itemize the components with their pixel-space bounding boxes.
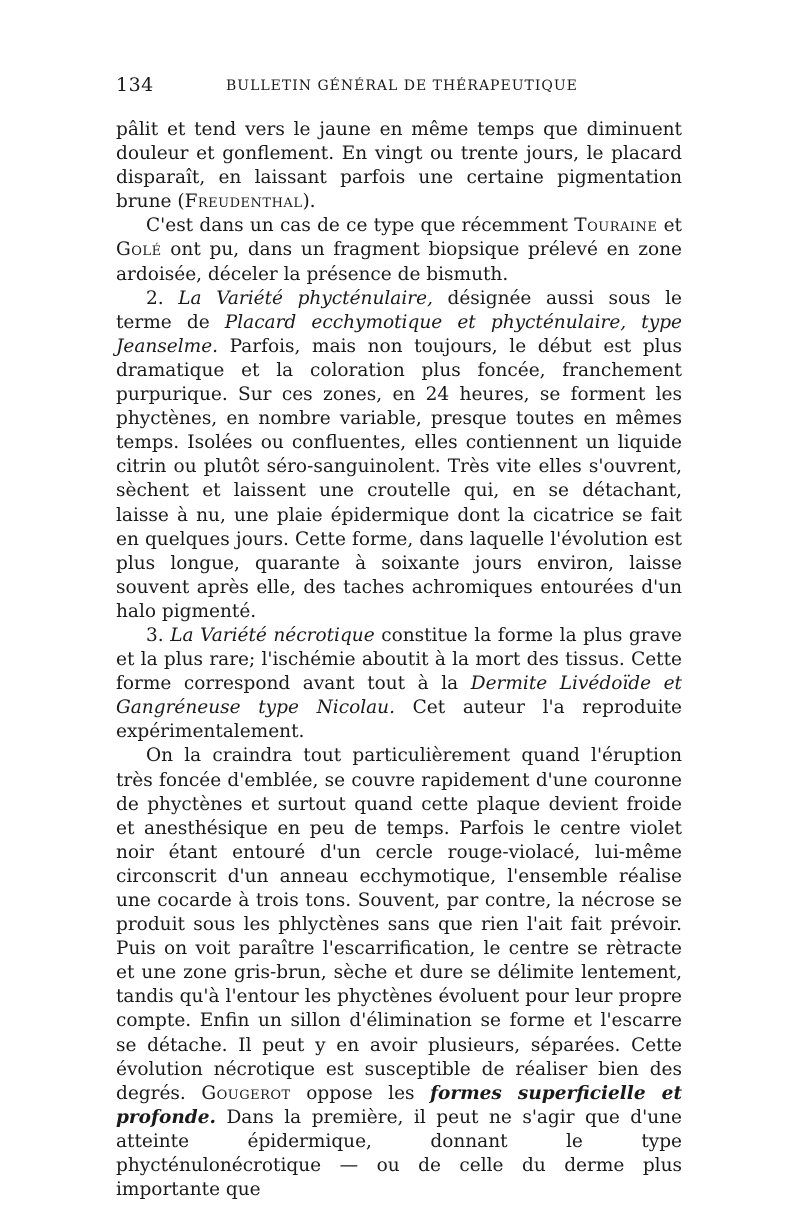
author-name: Touraine [574, 215, 658, 237]
text-run: oppose les [290, 1082, 431, 1104]
text-run: constitue la forme la plus grave et la plus rare; l'ischémie aboutit à la mort des tissus. Cette forme correspond avant tout à la [116, 624, 682, 695]
paragraph-2 [116, 214, 682, 286]
text-run: Cet auteur l'a reproduite expérimentalement. [116, 697, 682, 743]
text-run: pâlit et tend vers le jaune en même temps que diminuent douleur et gonflement. En vingt ou trente jours, le placard disparaît, en laissant parfois une certaine pigmentation brune ( [116, 119, 682, 213]
text-run: 2. [146, 287, 179, 309]
paragraph-3 [116, 287, 682, 624]
italic-term: La Variété phycténulaire, [178, 287, 433, 309]
text-run: ont pu, dans un fragment biopsique prélevé en zone ardoisée, déceler la présence de bismuth. [116, 239, 682, 285]
text-run: désignée aussi sous le terme de [116, 287, 682, 333]
page-header [116, 74, 682, 98]
page-number: 134 [116, 74, 154, 96]
body-text [116, 118, 682, 1202]
bold-italic-term: formes superficielle et profonde. [116, 1082, 682, 1128]
author-name: Freudenthal [184, 191, 303, 213]
text-run: On la craindra tout particulièrement quand l'éruption très foncée d'emblée, se couvre rapidement d'une couronne de phyctènes et surtout quand cette plaque devient froide et anesthésique en peu de temps. Parfois le centre violet noir étant entouré d'un cercle rouge-violacé, lui-même circonscrit d'un anneau ecchymotique, l'ensemble réalise une cocarde à trois tons. Souvent, par contre, la nécrose se produit sous les phlyctènes sans que rien l'ait fait prévoir. Puis on voit paraître l'escarrification, le centre se rètracte et une zone gris-brun, sèche et dure se délimite lentement, tandis qu'à l'entour les phyctènes évoluent pour leur propre compte. Enfin un sillon d'élimination se forme et l'escarre se détache. Il peut y en avoir plusieurs, séparées. Cette évolution nécrotique est susceptible de réaliser bien des degrés. [116, 745, 682, 1104]
italic-term: Dermite Livédoïde et Gangréneuse type Nicolau. [116, 673, 682, 719]
italic-term: La Variété nécrotique [170, 624, 375, 646]
text-run: C'est dans un cas de ce type que récemment [146, 215, 575, 237]
text-run: 3. [146, 624, 171, 646]
italic-term: Placard ecchymotique et phycténulaire, type Jeanselme. [116, 311, 682, 357]
paragraph-1 [116, 118, 682, 214]
running-title: BULLETIN GÉNÉRAL DE THÉRAPEUTIQUE [226, 78, 578, 94]
author-name: Golé [116, 239, 162, 261]
text-run: et [657, 215, 682, 237]
author-name: Gougerot [201, 1082, 291, 1104]
paragraph-4 [116, 624, 682, 744]
text-run: Parfois, mais non toujours, le début est plus dramatique et la coloration plus foncée, franchement purpurique. Sur ces zones, en 24 heures, se forment les phyctènes, en nombre variable, presque toutes en mêmes temps. Isolées ou confluentes, elles contiennent un liquide citrin ou plutôt séro-sanguinolent. Très vite elles s'ouvrent, sèchent et laissent une croutelle qui, en se détachant, laisse à nu, une plaie épidermique dont la cicatrice se fait en quelques jours. Cette forme, dans laquelle l'évolution est plus longue, quarante à soixante jours environ, laisse souvent après elle, des taches achromiques entourées d'un halo pigmenté. [116, 335, 682, 622]
text-run: ). [302, 191, 316, 213]
text-run: Dans la première, il peut ne s'agir que d'une atteinte épidermique, donnant le type phycténulonécrotique — ou de celle du derme plus importante que [116, 1106, 682, 1201]
paragraph-5 [116, 744, 682, 1202]
